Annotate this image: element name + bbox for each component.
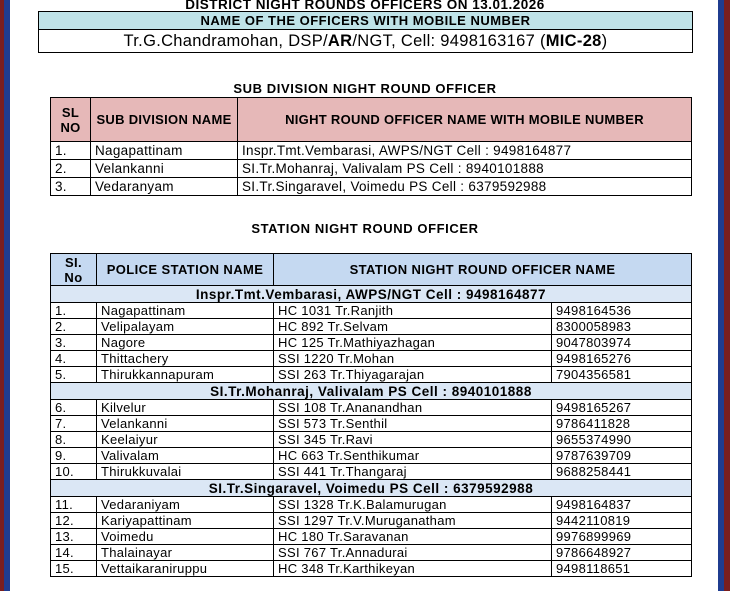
mobile-number: 7904356581: [552, 367, 692, 383]
station-officer: SSI 573 Tr.Senthil: [274, 416, 552, 432]
station-officer: SSI 441 Tr.Thangaraj: [274, 464, 552, 480]
station-title: STATION NIGHT ROUND OFFICER: [251, 221, 479, 236]
table-row: [51, 432, 692, 448]
group-officer-label: Inspr.Tmt.Vembarasi, AWPS/NGT Cell : 9498164877: [51, 286, 692, 303]
sub-division-rows: [51, 142, 692, 196]
col-header-sl: SI. No: [51, 254, 97, 286]
station-officer: SSI 263 Tr.Thiyagarajan: [274, 367, 552, 383]
mobile-number: 9787639709: [552, 448, 692, 464]
row-sl: 1.: [51, 303, 97, 319]
row-sl: 7.: [51, 416, 97, 432]
mobile-number: 9498165267: [552, 400, 692, 416]
mobile-number: 9442110819: [552, 513, 692, 529]
station-officer: HC 663 Tr.Senthikumar: [274, 448, 552, 464]
col-header-sl: SL NO: [51, 98, 91, 142]
station-officer: SSI 767 Tr.Annadurai: [274, 545, 552, 561]
police-station-name: Thirukkannapuram: [97, 367, 274, 383]
night-officer: SI.Tr.Mohanraj, Valivalam PS Cell : 8940101888: [238, 160, 692, 178]
table-row: [51, 561, 692, 577]
station-officer: HC 892 Tr.Selvam: [274, 319, 552, 335]
sub-division-title: SUB DIVISION NIGHT ROUND OFFICER: [233, 81, 497, 96]
group-officer-label: SI.Tr.Mohanraj, Valivalam PS Cell : 8940101888: [51, 383, 692, 400]
table-row: [51, 513, 692, 529]
row-sl: 3.: [51, 178, 91, 196]
col-header-police-station: POLICE STATION NAME: [97, 254, 274, 286]
col-header-night-officer: NIGHT ROUND OFFICER NAME WITH MOBILE NUMBER: [238, 98, 692, 142]
police-station-name: Valivalam: [97, 448, 274, 464]
mobile-number: 9498164536: [552, 303, 692, 319]
station-officer: HC 1031 Tr.Ranjith: [274, 303, 552, 319]
mobile-number: 8300058983: [552, 319, 692, 335]
police-station-name: Kariyapattinam: [97, 513, 274, 529]
mobile-number: 9498164837: [552, 497, 692, 513]
row-sl: 2.: [51, 160, 91, 178]
station-table: [50, 253, 692, 577]
police-station-name: Velipalayam: [97, 319, 274, 335]
row-sl: 9.: [51, 448, 97, 464]
police-station-name: Thalainayar: [97, 545, 274, 561]
mobile-number: 9976899969: [552, 529, 692, 545]
mobile-number: 9047803974: [552, 335, 692, 351]
night-officer: SI.Tr.Singaravel, Voimedu PS Cell : 6379592988: [238, 178, 692, 196]
table-row: [51, 545, 692, 561]
row-sl: 6.: [51, 400, 97, 416]
police-station-name: Thirukkuvalai: [97, 464, 274, 480]
col-header-station-officer: STATION NIGHT ROUND OFFICER NAME: [274, 254, 692, 286]
station-officer: SSI 1220 Tr.Mohan: [274, 351, 552, 367]
police-station-name: Nagapattinam: [97, 303, 274, 319]
row-sl: 12.: [51, 513, 97, 529]
sub-division-name: Nagapattinam: [91, 142, 238, 160]
table-row: [51, 303, 692, 319]
row-sl: 5.: [51, 367, 97, 383]
station-officer: SSI 1297 Tr.V.Muruganatham: [274, 513, 552, 529]
row-sl: 13.: [51, 529, 97, 545]
police-station-name: Kilvelur: [97, 400, 274, 416]
table-row: [51, 416, 692, 432]
district-officer-details: Tr.G.Chandramohan, DSP/AR/NGT, Cell: 9498163167 (MIC-28): [39, 30, 693, 53]
mobile-number: 9786648927: [552, 545, 692, 561]
sub-division-name: Vedaranyam: [91, 178, 238, 196]
group-row: [51, 480, 692, 497]
police-station-name: Thittachery: [97, 351, 274, 367]
mobile-number: 9786411828: [552, 416, 692, 432]
row-sl: 4.: [51, 351, 97, 367]
group-officer-label: SI.Tr.Singaravel, Voimedu PS Cell : 6379592988: [51, 480, 692, 497]
police-station-name: Vedaraniyam: [97, 497, 274, 513]
sub-division-table: [50, 97, 692, 196]
mobile-number: 9655374990: [552, 432, 692, 448]
station-rows: [51, 286, 692, 577]
row-sl: 2.: [51, 319, 97, 335]
row-sl: 8.: [51, 432, 97, 448]
police-station-name: Keelaiyur: [97, 432, 274, 448]
table-row: [51, 160, 692, 178]
station-officer: HC 348 Tr.Karthikeyan: [274, 561, 552, 577]
police-station-name: Voimedu: [97, 529, 274, 545]
document-title: DISTRICT NIGHT ROUNDS OFFICERS ON 13.01.2026: [185, 0, 545, 12]
col-header-sub-division: SUB DIVISION NAME: [91, 98, 238, 142]
row-sl: 11.: [51, 497, 97, 513]
station-officer: SSI 108 Tr.Ananandhan: [274, 400, 552, 416]
row-sl: 15.: [51, 561, 97, 577]
table-row: [51, 319, 692, 335]
mobile-number: 9688258441: [552, 464, 692, 480]
officer-box-header: NAME OF THE OFFICERS WITH MOBILE NUMBER: [39, 12, 693, 30]
station-officer: HC 180 Tr.Saravanan: [274, 529, 552, 545]
night-officer: Inspr.Tmt.Vembarasi, AWPS/NGT Cell : 9498164877: [238, 142, 692, 160]
row-sl: 1.: [51, 142, 91, 160]
table-row: [51, 497, 692, 513]
table-row: [51, 335, 692, 351]
table-row: [51, 448, 692, 464]
station-officer: SSI 345 Tr.Ravi: [274, 432, 552, 448]
mobile-number: 9498165276: [552, 351, 692, 367]
table-row: [51, 367, 692, 383]
police-station-name: Vettaikaraniruppu: [97, 561, 274, 577]
sub-division-name: Velankanni: [91, 160, 238, 178]
table-row: [51, 464, 692, 480]
mobile-number: 9498118651: [552, 561, 692, 577]
table-row: [51, 142, 692, 160]
station-officer: SSI 1328 Tr.K.Balamurugan: [274, 497, 552, 513]
police-station-name: Nagore: [97, 335, 274, 351]
table-row: [51, 178, 692, 196]
row-sl: 3.: [51, 335, 97, 351]
table-row: [51, 400, 692, 416]
group-row: [51, 286, 692, 303]
district-officer-box: [38, 11, 693, 53]
station-officer: HC 125 Tr.Mathiyazhagan: [274, 335, 552, 351]
table-row: [51, 529, 692, 545]
group-row: [51, 383, 692, 400]
table-row: [51, 351, 692, 367]
row-sl: 14.: [51, 545, 97, 561]
row-sl: 10.: [51, 464, 97, 480]
police-station-name: Velankanni: [97, 416, 274, 432]
